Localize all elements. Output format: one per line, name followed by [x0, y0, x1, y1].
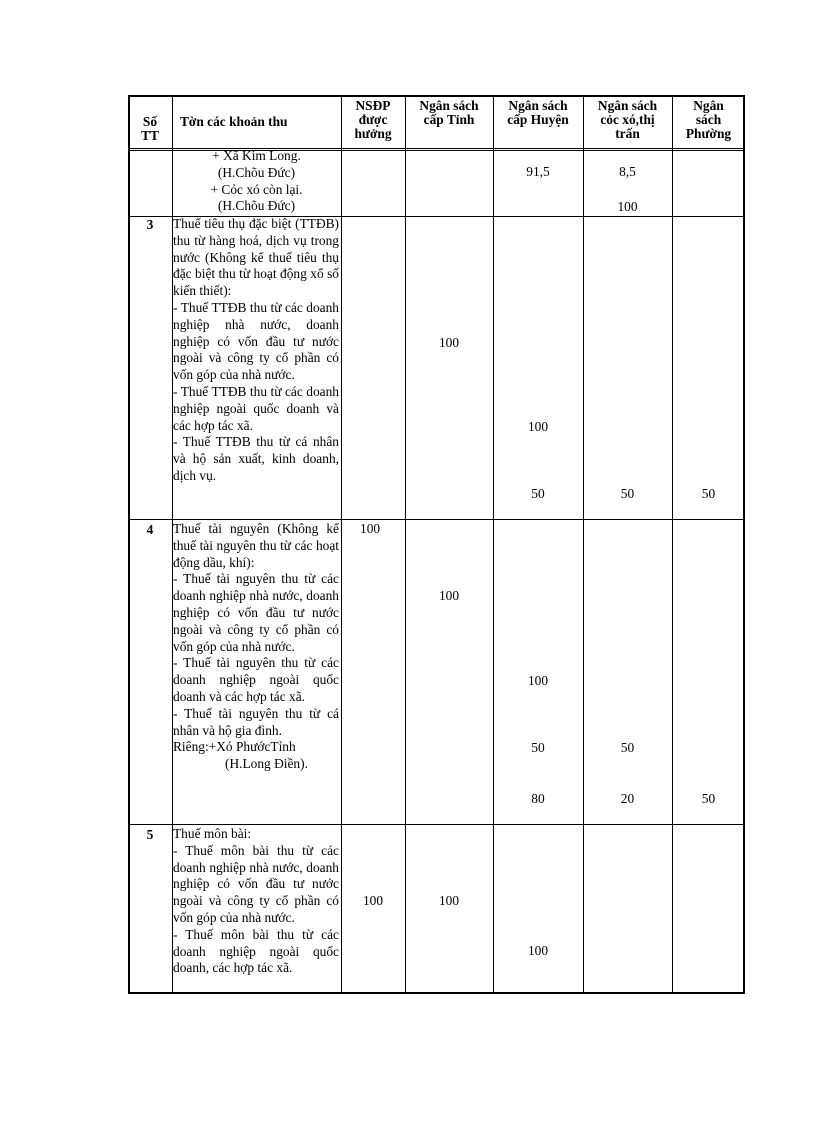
row4-description: Thuế tài nguyên (Không kể thuế tài nguyên thu từ các hoạt động dầu, khí): - Thuế tài nguyên thu từ các doanh nghiệp nhà nước, doanh nghiệp có vốn đầu tư nước ngoài và công ty cổ phần có vốn góp của nhà nước. - Thuế tài nguyên thu từ các doanh nghiệp ngoài quốc doanh và các hợp tác xã. - Thuế tài nguyên thu từ cá nhân và hộ gia đình. Riêng:+Xó PhướcTỉnh (H.Long Điền).: [173, 521, 339, 772]
row4-tinh-value: 100: [438, 588, 460, 603]
row3-description: Thuế tiêu thụ đặc biệt (TTĐB) thu từ hàng hoá, dịch vụ trong nước (Không kể thuế tiêu thụ đặc biệt thu từ hoạt động xổ số kiến thiết): - Thuế TTĐB thu từ các doanh nghiệp nhà nước, doanh nghiệp có vốn đầu tư nước ngoài và công ty cổ phần có vốn góp của nhà nước. - Thuế TTĐB thu từ các doanh nghiệp ngoài quốc doanh và các hợp tác xã. - Thuế TTĐB thu từ cá nhân và hộ sản xuất, kinh doanh, dịch vụ.: [173, 216, 339, 483]
row5-tinh-value: 100: [438, 893, 460, 908]
row5-huyen-value: 100: [527, 943, 549, 958]
row3-stt: 3: [146, 217, 154, 232]
row0-xa-value-2: 100: [617, 199, 638, 214]
row4-xa-value: 50: [620, 740, 635, 755]
row3-tinh-value: 100: [438, 335, 460, 350]
header-huyen: Ngân sách cấp Huyện: [507, 98, 569, 127]
row4-huyen-value: 100: [527, 673, 549, 688]
header-stt: Số TT: [141, 114, 159, 143]
row3-huyen-value: 100: [527, 419, 549, 434]
row4-nsdp-value: 100: [360, 521, 381, 536]
row-divider: [128, 824, 745, 825]
col-divider: [341, 95, 342, 994]
row0-huyen-value: 91,5: [526, 164, 550, 179]
row4-phuong-value: 50: [701, 791, 716, 806]
header-name: Tờn các khoản thu: [180, 114, 288, 129]
col-divider: [493, 95, 494, 994]
header-xa: Ngân sách cỏc xó,thị trấn: [597, 98, 658, 141]
header-tinh: Ngân sách cấp Tỉnh: [419, 98, 479, 127]
row4-huyen-value-2: 50: [531, 740, 545, 755]
row4-huyen-value-3: 80: [531, 791, 545, 806]
row4-stt: 4: [146, 522, 154, 537]
header-nsdp: NSĐP được hưởng: [354, 98, 392, 141]
row-divider: [128, 519, 745, 520]
row5-nsdp-value: 100: [362, 893, 384, 908]
row3-xa-value: 50: [620, 486, 635, 501]
row4-xa-value-2: 20: [620, 791, 635, 806]
col-divider: [405, 95, 406, 994]
header-phuong: Ngân sách Phường: [685, 98, 732, 141]
row3-phuong-value: 50: [701, 486, 716, 501]
row5-stt: 5: [146, 827, 154, 842]
row3-huyen-value-2: 50: [531, 486, 545, 501]
row0-xa-value: 8,5: [619, 164, 636, 179]
col-divider: [672, 95, 673, 994]
revenue-table: [128, 95, 745, 994]
row0-description: + Xã Kim Long. (H.Chõu Đức) + Cỏc xó còn lại. (H.Chõu Đức): [210, 148, 303, 214]
row5-description: Thuế môn bài: - Thuế môn bài thu từ các doanh nghiệp nhà nước, doanh nghiệp có vốn đầu tư nước ngoài và công ty cổ phần có vốn góp của nhà nước. - Thuế môn bài thu từ các doanh nghiệp ngoài quốc doanh, các hợp tác xã.: [173, 826, 339, 976]
col-divider: [583, 95, 584, 994]
